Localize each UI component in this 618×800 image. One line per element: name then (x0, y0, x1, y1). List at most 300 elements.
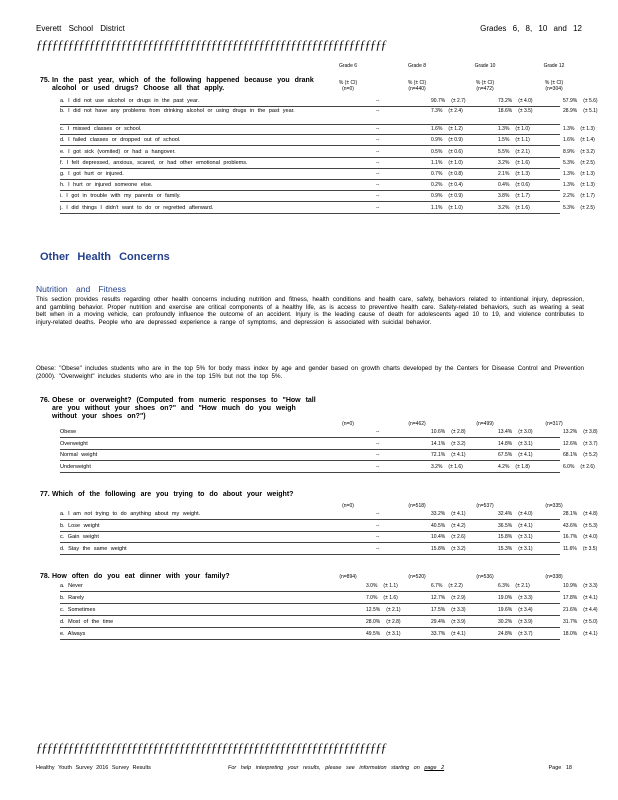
cell-confidence-interval: (± 4.1) (518, 452, 533, 458)
cell-value: -- (376, 440, 380, 447)
cell-g12 (563, 582, 598, 591)
cell-g8 (431, 618, 466, 627)
cell-value: 3.2% (498, 204, 510, 211)
cell-g10 (498, 192, 530, 201)
cell-confidence-interval: (± 3.2) (451, 545, 466, 552)
decorative-rule-bottom: ƒƒƒƒƒƒƒƒƒƒƒƒƒƒƒƒƒƒƒƒƒƒƒƒƒƒƒƒƒƒƒƒƒƒƒƒƒƒƒƒƒƒƒƒƒƒƒƒƒƒƒƒƒƒƒƒƒƒƒƒƒƒƒƒƒƒ (36, 741, 386, 754)
cell-value: 14.8% (498, 440, 513, 447)
cell-g10 (498, 136, 530, 145)
cell-g10 (498, 148, 530, 157)
cell-g12 (563, 594, 598, 603)
table-row (60, 606, 598, 616)
cell-g8 (431, 463, 463, 472)
cell-confidence-interval: (± 4.0) (518, 511, 533, 517)
cell-confidence-interval: (± 2.1) (515, 583, 530, 589)
cell-g12 (563, 545, 597, 554)
cell-value: -- (376, 171, 380, 177)
cell-confidence-interval: (± 1.3) (580, 171, 595, 177)
cell-value: 6.0% (563, 463, 575, 470)
sample-size: (n=317) (545, 421, 563, 427)
cell-value: -- (376, 126, 380, 133)
subsection-title: Nutrition and Fitness (36, 284, 126, 294)
cell-confidence-interval: (± 0.8) (448, 171, 463, 177)
cell-g6 (376, 428, 379, 437)
cell-confidence-interval: (± 0.4) (448, 182, 463, 189)
row-label: g. I got hurt or injured. (60, 171, 124, 177)
cell-value: 1.3% (498, 126, 510, 133)
cell-confidence-interval: (± 4.2) (451, 522, 466, 529)
cell-confidence-interval: (± 1.0) (515, 126, 530, 133)
cell-value: -- (376, 148, 380, 155)
cell-value: 12.5% (366, 607, 381, 613)
cell-confidence-interval: (± 5.2) (583, 452, 598, 458)
cell-value: 14.1% (431, 440, 446, 447)
row-label: Underweight (60, 463, 91, 470)
cell-g12 (563, 108, 598, 116)
cell-g10 (498, 204, 530, 213)
cell-g6 (376, 170, 379, 179)
sample-size: (n=536) (476, 574, 494, 580)
cell-confidence-interval: (± 1.8) (515, 463, 530, 470)
cell-value: 8.9% (563, 148, 575, 155)
table-row (60, 108, 598, 125)
cell-confidence-interval: (± 3.2) (451, 440, 466, 447)
cell-value: 0.9% (431, 193, 443, 200)
cell-g10 (498, 630, 533, 639)
cell-value: 18.0% (563, 631, 578, 637)
table-row (60, 192, 595, 202)
cell-confidence-interval: (± 4.1) (451, 631, 466, 637)
row-label: d. Stay the same weight (60, 545, 127, 552)
cell-g6 (376, 440, 379, 449)
row-label: a. Never (60, 583, 83, 589)
cell-value: -- (376, 534, 380, 540)
table-row (60, 428, 598, 438)
cell-confidence-interval: (± 2.6) (451, 534, 466, 540)
cell-g8 (431, 170, 463, 179)
cell-g6 (376, 148, 379, 157)
cell-value: 68.1% (563, 452, 578, 458)
row-label: b. Rarely (60, 595, 85, 601)
cell-value: 10.9% (563, 583, 578, 589)
cell-g12 (563, 440, 598, 449)
footer-survey-name: Healthy Youth Survey 2016 Survey Results (36, 765, 151, 771)
cell-g10 (498, 170, 530, 179)
cell-confidence-interval: (± 3.5) (582, 545, 598, 552)
cell-g12 (563, 125, 595, 134)
cell-g10 (498, 618, 533, 627)
cell-g6 (376, 533, 379, 542)
cell-g8 (431, 192, 463, 201)
cell-confidence-interval: (± 1.0) (448, 204, 463, 211)
cell-value: 18.6% (498, 108, 513, 115)
sample-size: (n=499) (476, 421, 494, 427)
cell-value: -- (376, 108, 380, 115)
cell-confidence-interval: (± 1.3) (580, 126, 595, 133)
question-text: Which of the following are you trying to do about your weight? (52, 491, 294, 498)
cell-value: 29.4% (431, 619, 446, 625)
cell-value: -- (376, 429, 380, 435)
cell-g12 (563, 170, 595, 179)
cell-confidence-interval: (± 3.2) (580, 148, 595, 155)
cell-value: 28.9% (563, 108, 578, 115)
cell-value: 0.5% (431, 148, 443, 155)
cell-g8 (431, 181, 463, 190)
cell-g6 (376, 125, 379, 134)
table-row (60, 533, 598, 543)
cell-value: 12.6% (563, 440, 578, 447)
table-row (60, 630, 598, 640)
cell-g10 (498, 97, 533, 106)
col-head-grade-6: % (± CI) (n=0) (338, 80, 358, 92)
cell-g6 (376, 192, 379, 201)
footer-help-text: For help interpreting your results, please see information starting on page 2 (228, 765, 445, 771)
cell-value: 13.2% (563, 429, 578, 435)
cell-g6 (366, 618, 401, 627)
cell-value: 40.5% (431, 522, 446, 529)
question-number: 76. (40, 397, 50, 404)
obese-definition-paragraph: Obese: "Obese" includes students who are in the top 5% for body mass index by age and gender based on growth charts developed by the Centers for Disease Control and Prevention (2000). "Overweight" includes students who are in the top 15% but not the top 5%. (36, 365, 584, 380)
page-2-link[interactable]: page 2 (424, 765, 445, 771)
sample-size: (n=338) (545, 574, 563, 580)
row-label: j. I did things I didn't want to do or regretted afterward. (60, 204, 214, 211)
cell-value: 36.5% (498, 522, 513, 529)
cell-value: -- (376, 159, 380, 166)
table-row (60, 148, 595, 158)
table-row (60, 125, 595, 135)
cell-value: 3.8% (498, 193, 510, 200)
cell-value: 31.7% (563, 619, 578, 625)
cell-confidence-interval: (± 2.7) (451, 98, 466, 104)
cell-value: 11.6% (563, 545, 577, 552)
cell-confidence-interval: (± 0.9) (448, 137, 463, 144)
cell-g6 (376, 97, 379, 106)
cell-g6 (376, 545, 379, 554)
cell-confidence-interval: (± 0.6) (515, 182, 530, 189)
cell-value: -- (376, 193, 380, 200)
cell-confidence-interval: (± 1.7) (580, 193, 595, 200)
cell-value: -- (376, 204, 380, 211)
section-title: Other Health Concerns (40, 251, 170, 263)
cell-confidence-interval: (± 3.7) (518, 631, 533, 637)
question-text: Obese or overweight? (Computed from numeric responses to "How tall are you without your shoes on?" and "How much do you weigh without your shoes on?") (52, 397, 316, 420)
cell-g6 (366, 594, 398, 603)
cell-g12 (563, 97, 598, 106)
sample-size: (n=0) (342, 503, 354, 509)
cell-value: -- (376, 452, 380, 458)
question-text: How often do you eat dinner with your family? (52, 573, 230, 580)
cell-value: 32.4% (498, 511, 513, 517)
sample-size: (n=462) (408, 421, 426, 427)
cell-value: 73.2% (498, 98, 513, 104)
cell-g6 (376, 522, 379, 531)
cell-confidence-interval: (± 3.7) (583, 440, 598, 447)
cell-confidence-interval: (± 3.3) (451, 607, 466, 613)
col-head-grade-12: % (± CI) (n=304) (544, 80, 564, 92)
grade-6-heading: Grade 6 (338, 63, 358, 69)
cell-g10 (498, 545, 533, 554)
table-row (60, 618, 598, 628)
cell-value: 43.6% (563, 522, 578, 529)
cell-confidence-interval: (± 0.9) (448, 193, 463, 200)
page-number: Page 18 (548, 765, 572, 771)
cell-g12 (563, 533, 598, 542)
cell-value: 7.3% (431, 108, 443, 115)
cell-confidence-interval: (± 3.9) (451, 619, 466, 625)
cell-value: 0.2% (431, 182, 443, 189)
question-text: In the past year, which of the following happened because you drank alcohol or used drugs? Choose all that apply. (52, 77, 314, 92)
cell-confidence-interval: (± 2.8) (386, 619, 401, 625)
cell-g8 (431, 630, 466, 639)
cell-confidence-interval: (± 4.1) (518, 522, 533, 529)
cell-value: 1.6% (563, 137, 575, 144)
cell-value: 10.6% (431, 429, 446, 435)
decorative-rule-top: ƒƒƒƒƒƒƒƒƒƒƒƒƒƒƒƒƒƒƒƒƒƒƒƒƒƒƒƒƒƒƒƒƒƒƒƒƒƒƒƒƒƒƒƒƒƒƒƒƒƒƒƒƒƒƒƒƒƒƒƒƒƒƒƒƒƒ (36, 38, 386, 51)
cell-value: 67.5% (498, 452, 513, 458)
table-row (60, 136, 595, 146)
cell-value: 33.7% (431, 631, 446, 637)
question-78-title (40, 573, 322, 581)
cell-confidence-interval: (± 3.3) (583, 583, 598, 589)
cell-confidence-interval: (± 3.3) (518, 595, 533, 601)
cell-g10 (498, 181, 530, 190)
cell-g8 (431, 148, 463, 157)
cell-g12 (563, 451, 598, 460)
cell-value: 15.8% (431, 545, 446, 552)
cell-g8 (431, 97, 466, 106)
cell-g12 (563, 159, 595, 168)
col-head-grade-8: % (± CI) (n=440) (407, 80, 427, 92)
cell-g10 (498, 451, 533, 460)
table-row (60, 440, 598, 450)
cell-confidence-interval: (± 2.5) (580, 204, 595, 211)
cell-value: 28.0% (366, 619, 381, 625)
cell-confidence-interval: (± 3.5) (518, 108, 533, 115)
cell-confidence-interval: (± 5.1) (583, 108, 598, 115)
cell-g6 (376, 159, 379, 168)
row-label: b. Lose weight (60, 522, 100, 529)
cell-g12 (563, 428, 598, 437)
cell-g8 (431, 440, 466, 449)
sample-size: (n=335) (545, 503, 563, 509)
cell-confidence-interval: (± 4.4) (583, 607, 598, 613)
cell-value: 49.5% (366, 631, 381, 637)
cell-confidence-interval: (± 1.6) (515, 159, 530, 166)
cell-g10 (498, 428, 533, 437)
cell-value: -- (376, 182, 380, 189)
cell-g12 (563, 606, 598, 615)
cell-g12 (563, 510, 598, 519)
cell-value: 3.2% (431, 463, 443, 470)
cell-g6 (376, 451, 379, 460)
cell-confidence-interval: (± 4.8) (583, 511, 598, 517)
cell-value: 6.3% (498, 583, 510, 589)
cell-confidence-interval: (± 1.7) (515, 193, 530, 200)
row-label: i. I got in trouble with my parents or family. (60, 193, 181, 200)
cell-confidence-interval: (± 4.1) (583, 595, 598, 601)
cell-value: 21.6% (563, 607, 578, 613)
cell-confidence-interval: (± 3.1) (518, 440, 533, 447)
row-label: Obese (60, 429, 77, 435)
cell-confidence-interval: (± 1.6) (448, 463, 463, 470)
cell-g6 (366, 582, 398, 591)
cell-value: 33.2% (431, 511, 446, 517)
cell-g10 (498, 533, 533, 542)
district-name: Everett School District (36, 24, 125, 33)
row-label: d. I failed classes or dropped out of school. (60, 137, 181, 144)
cell-value: 28.1% (563, 511, 578, 517)
cell-g8 (431, 125, 463, 134)
cell-confidence-interval: (± 1.3) (515, 171, 530, 177)
grades-label: Grades 6, 8, 10 and 12 (480, 24, 582, 33)
cell-confidence-interval: (± 4.1) (451, 511, 466, 517)
cell-confidence-interval: (± 3.1) (518, 534, 533, 540)
cell-g12 (563, 204, 595, 213)
cell-g10 (498, 463, 530, 472)
cell-value: 0.4% (498, 182, 510, 189)
cell-value: 57.9% (563, 98, 578, 104)
cell-value: 0.7% (431, 171, 443, 177)
cell-confidence-interval: (± 4.0) (583, 534, 598, 540)
cell-confidence-interval: (± 2.2) (448, 583, 463, 589)
cell-confidence-interval: (± 3.4) (518, 607, 533, 613)
row-label: c. Sometimes (60, 607, 96, 613)
grade-10-heading: Grade 10 (474, 63, 496, 69)
cell-confidence-interval: (± 5.6) (583, 98, 598, 104)
cell-confidence-interval: (± 3.0) (518, 429, 533, 435)
table-row (60, 170, 595, 180)
cell-g8 (431, 204, 463, 213)
sample-size: (n=518) (408, 503, 426, 509)
cell-confidence-interval: (± 3.1) (386, 631, 401, 637)
grade-8-heading: Grade 8 (407, 63, 427, 69)
cell-value: -- (376, 463, 380, 470)
cell-value: 72.1% (431, 452, 446, 458)
grade-12-heading: Grade 12 (543, 63, 565, 69)
cell-g10 (498, 582, 530, 591)
cell-confidence-interval: (± 3.9) (518, 619, 533, 625)
row-label: e. Always (60, 631, 86, 637)
cell-value: 5.5% (498, 148, 510, 155)
cell-confidence-interval: (± 5.3) (583, 522, 598, 529)
cell-value: 2.1% (498, 171, 510, 177)
cell-g10 (498, 606, 533, 615)
cell-value: 5.3% (563, 159, 575, 166)
cell-confidence-interval: (± 2.6) (580, 463, 595, 470)
cell-value: 1.5% (498, 137, 510, 144)
cell-g12 (563, 463, 595, 472)
sample-size: (n=537) (476, 503, 494, 509)
cell-value: 2.2% (563, 193, 575, 200)
cell-g10 (498, 125, 530, 134)
cell-value: 4.2% (498, 463, 510, 470)
cell-value: 19.6% (498, 607, 513, 613)
cell-confidence-interval: (± 2.1) (386, 607, 401, 613)
cell-g6 (376, 136, 379, 145)
cell-confidence-interval: (± 1.3) (580, 182, 595, 189)
cell-confidence-interval: (± 1.2) (448, 126, 463, 133)
cell-confidence-interval: (± 4.1) (451, 452, 466, 458)
cell-value: 13.4% (498, 429, 513, 435)
cell-g6 (376, 108, 379, 116)
cell-g6 (376, 510, 379, 519)
table-row (60, 204, 595, 214)
cell-confidence-interval: (± 1.6) (383, 595, 398, 601)
cell-g6 (376, 463, 379, 472)
cell-g8 (431, 108, 463, 116)
row-label: b. I did not have any problems from drinking alcohol or using drugs in the past year. (60, 108, 295, 115)
cell-value: 24.8% (498, 631, 513, 637)
cell-g10 (498, 159, 530, 168)
table-row (60, 522, 598, 532)
sample-size: (n=894) (339, 574, 357, 580)
cell-g12 (563, 148, 595, 157)
cell-value: 1.3% (563, 171, 575, 177)
row-label: c. Gain weight (60, 534, 99, 540)
cell-value: 6.7% (431, 583, 443, 589)
cell-confidence-interval: (± 3.8) (583, 429, 598, 435)
row-label: Normal weight (60, 452, 98, 458)
cell-confidence-interval: (± 1.0) (448, 159, 463, 166)
cell-value: 3.0% (366, 583, 378, 589)
cell-confidence-interval: (± 2.1) (515, 148, 530, 155)
table-row (60, 97, 598, 107)
cell-confidence-interval: (± 0.6) (448, 148, 463, 155)
cell-value: -- (376, 545, 380, 552)
cell-value: 1.3% (563, 126, 575, 133)
cell-value: 19.0% (498, 595, 513, 601)
cell-confidence-interval: (± 2.9) (451, 595, 466, 601)
table-row (60, 582, 598, 592)
cell-confidence-interval: (± 1.1) (515, 137, 530, 144)
row-label: c. I missed classes or school. (60, 126, 142, 133)
cell-confidence-interval: (± 5.0) (583, 619, 598, 625)
question-number: 78. (40, 573, 50, 580)
row-label: e. I got sick (vomited) or had a hangover. (60, 148, 176, 155)
table-row (60, 181, 595, 191)
cell-g12 (563, 618, 598, 627)
col-head-grade-10: % (± CI) (n=472) (475, 80, 495, 92)
row-label: h. I hurt or injured someone else. (60, 182, 153, 189)
cell-confidence-interval: (± 4.0) (518, 98, 533, 104)
cell-g12 (563, 630, 598, 639)
row-label: d. Most of the time (60, 619, 114, 625)
cell-value: -- (376, 522, 380, 529)
cell-value: 3.2% (498, 159, 510, 166)
table-row (60, 545, 598, 555)
cell-confidence-interval: (± 1.1) (383, 583, 398, 589)
table-row (60, 594, 598, 604)
cell-value: 17.5% (431, 607, 446, 613)
sample-size: (n=0) (342, 421, 354, 427)
cell-g8 (431, 533, 466, 542)
cell-g10 (498, 510, 533, 519)
cell-value: 5.3% (563, 204, 575, 211)
cell-g6 (376, 181, 379, 190)
cell-g10 (498, 522, 533, 531)
row-label: a. I am not trying to do anything about my weight. (60, 511, 201, 517)
cell-g6 (366, 630, 401, 639)
cell-value: 30.2% (498, 619, 513, 625)
row-label: f. I felt depressed, anxious, scared, or had other emotional problems. (60, 159, 248, 166)
cell-g8 (431, 136, 463, 145)
cell-g8 (431, 159, 463, 168)
cell-g8 (431, 545, 466, 554)
cell-value: 10.4% (431, 534, 446, 540)
table-row (60, 159, 595, 169)
cell-g8 (431, 594, 466, 603)
cell-value: 16.7% (563, 534, 578, 540)
